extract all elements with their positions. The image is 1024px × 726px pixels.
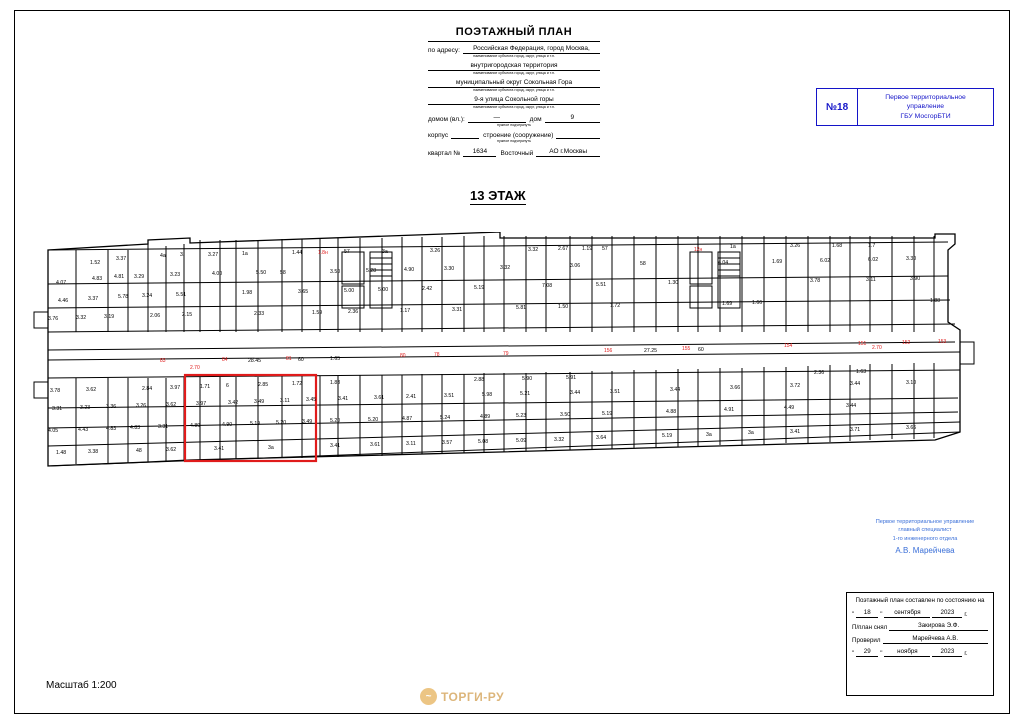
svg-text:5.51: 5.51 [176, 292, 187, 298]
svg-text:2.88: 2.88 [474, 377, 485, 383]
svg-text:1.66: 1.66 [752, 300, 763, 306]
stamp-line-2: управление [906, 103, 945, 111]
svg-text:3.30: 3.30 [906, 256, 917, 262]
svg-text:3.37: 3.37 [116, 256, 127, 262]
address-line2: внутригородская территория [428, 62, 600, 71]
svg-text:1.63: 1.63 [856, 369, 867, 375]
address-label: по адресу: [428, 47, 460, 54]
svg-text:58: 58 [280, 270, 286, 276]
svg-text:2.06: 2.06 [150, 313, 161, 319]
floor-label: 13 ЭТАЖ [470, 188, 526, 203]
svg-text:1.48: 1.48 [56, 450, 67, 456]
svg-text:3.61: 3.61 [370, 442, 381, 448]
svg-text:3.32: 3.32 [76, 315, 87, 321]
svg-text:1a: 1a [242, 251, 248, 257]
svg-text:3.66: 3.66 [730, 385, 741, 391]
quote-close-1: " [880, 611, 883, 619]
svg-text:4.81: 4.81 [114, 274, 125, 280]
svg-text:5.90: 5.90 [522, 376, 533, 382]
svg-text:5.08: 5.08 [478, 439, 489, 445]
checked-value: Марейчева А.В. [883, 635, 989, 644]
svg-text:3.97: 3.97 [170, 385, 181, 391]
address-row [428, 45, 600, 54]
svg-text:3.38: 3.38 [88, 449, 99, 455]
svg-text:4.07: 4.07 [56, 280, 67, 286]
svg-text:2.42: 2.42 [422, 286, 433, 292]
svg-text:1.8н: 1.8н [318, 250, 328, 256]
svg-text:1.19: 1.19 [582, 246, 593, 252]
svg-text:1.30: 1.30 [668, 280, 679, 286]
svg-text:5.24: 5.24 [440, 415, 451, 421]
svg-text:3.29: 3.29 [134, 274, 145, 280]
stamp-number: №18 [817, 89, 858, 125]
svg-text:3.61: 3.61 [374, 395, 385, 401]
address-line4-hint: наименование субъекта город, округ, улица и т.п. [473, 104, 555, 109]
svg-text:3.31: 3.31 [158, 424, 169, 430]
svg-text:60: 60 [698, 347, 704, 353]
svg-text:3a: 3a [268, 445, 274, 451]
svg-text:3.72: 3.72 [790, 383, 801, 389]
year-suffix-1: г. [964, 611, 968, 619]
svg-text:3.45: 3.45 [306, 397, 317, 403]
svg-text:3.44: 3.44 [850, 381, 861, 387]
svg-text:4.91: 4.91 [724, 407, 735, 413]
svg-text:6.02: 6.02 [820, 258, 831, 264]
svg-text:5.09: 5.09 [516, 438, 527, 444]
kvartal-row [428, 148, 600, 157]
taken-by-row [852, 622, 988, 631]
svg-text:3.51: 3.51 [610, 389, 621, 395]
svg-text:4.90: 4.90 [222, 422, 233, 428]
organization-stamp [816, 88, 994, 126]
signature-line-3: 1-го инженерного отдела [892, 535, 958, 542]
svg-text:156: 156 [604, 348, 613, 354]
document-title: ПОЭТАЖНЫЙ ПЛАН [428, 26, 600, 42]
svg-text:78: 78 [434, 352, 440, 358]
svg-text:57: 57 [344, 249, 350, 255]
svg-text:4.83: 4.83 [106, 426, 117, 432]
svg-text:5.00: 5.00 [344, 288, 355, 294]
address-line4: 9-я улица Сокольной горы [428, 96, 600, 105]
svg-text:3.31: 3.31 [452, 307, 463, 313]
svg-text:48: 48 [136, 448, 142, 454]
svg-text:4.04: 4.04 [718, 260, 729, 266]
svg-text:1.44: 1.44 [292, 250, 303, 256]
taken-value: Закирова Э.Ф. [889, 622, 988, 631]
svg-text:2.70: 2.70 [872, 345, 882, 351]
svg-text:1a: 1a [730, 244, 736, 250]
year-2: 2023 [932, 648, 962, 657]
dom-label: дом [529, 115, 542, 123]
checked-by-row [852, 635, 988, 644]
dom-value: 9 [545, 114, 600, 123]
kvartal-value: 1634 [463, 148, 496, 157]
tilde-circle-icon: ~ [420, 688, 437, 705]
day-2: 29 [856, 648, 878, 657]
svg-text:7.08: 7.08 [542, 283, 553, 289]
house-label: домом (вл.): [428, 115, 465, 123]
svg-text:5.00: 5.00 [378, 287, 389, 293]
svg-text:6.02: 6.02 [868, 257, 879, 263]
svg-text:2.36: 2.36 [814, 370, 825, 376]
svg-text:1.59: 1.59 [312, 310, 323, 316]
stamp-line-3: ГБУ МосгорБТИ [900, 112, 951, 120]
svg-text:3.44: 3.44 [570, 390, 581, 396]
stroenie-hint: нужное подчеркнуть [497, 138, 531, 143]
svg-text:3.97: 3.97 [196, 401, 207, 407]
checked-label: Проверил [852, 637, 881, 645]
svg-text:5.20: 5.20 [276, 420, 287, 426]
svg-text:57: 57 [602, 246, 608, 252]
address-hint: наименование субъекта город, округ, улица и т.п. [473, 54, 555, 58]
svg-text:4.89: 4.89 [480, 414, 491, 420]
svg-text:3.11: 3.11 [406, 441, 416, 447]
svg-text:5.50: 5.50 [256, 270, 267, 276]
svg-text:3.50: 3.50 [560, 412, 571, 418]
svg-text:4.00: 4.00 [212, 271, 223, 277]
year-1: 2023 [932, 609, 962, 618]
svg-text:5.20: 5.20 [330, 418, 341, 424]
svg-text:3.30: 3.30 [444, 266, 455, 272]
svg-text:5.19: 5.19 [602, 411, 613, 417]
svg-text:4.87: 4.87 [402, 416, 413, 422]
svg-text:5.98: 5.98 [482, 392, 493, 398]
svg-text:5.19: 5.19 [474, 285, 485, 291]
svg-text:3.41: 3.41 [790, 429, 801, 435]
svg-text:3.71: 3.71 [850, 427, 861, 433]
watermark [420, 688, 504, 705]
svg-text:5.19: 5.19 [250, 421, 261, 427]
svg-text:4.46: 4.46 [58, 298, 69, 304]
svg-text:3a: 3a [748, 430, 754, 436]
stroenie-label: строение (сооружение) [483, 131, 554, 139]
svg-text:1.71: 1.71 [200, 384, 211, 390]
svg-text:4.43: 4.43 [78, 427, 89, 433]
taken-label: П/план снял [852, 624, 888, 632]
svg-text:5.23: 5.23 [516, 413, 527, 419]
svg-text:3.44: 3.44 [846, 403, 857, 409]
svg-text:3.23: 3.23 [80, 405, 91, 411]
svg-text:28.45: 28.45 [248, 358, 261, 364]
svg-text:3.65: 3.65 [298, 289, 309, 295]
house-row [428, 114, 600, 123]
svg-text:3.23: 3.23 [170, 272, 181, 278]
svg-text:5.28: 5.28 [366, 268, 377, 274]
approval-block [846, 592, 994, 696]
month-1: сентября [884, 609, 930, 618]
svg-text:3.19: 3.19 [104, 314, 115, 320]
svg-text:1.69: 1.69 [772, 259, 783, 265]
svg-text:5.19: 5.19 [662, 433, 673, 439]
svg-text:6: 6 [226, 383, 229, 389]
svg-text:3.90: 3.90 [910, 276, 921, 282]
svg-text:2.84: 2.84 [142, 386, 153, 392]
svg-text:3.26: 3.26 [430, 248, 441, 254]
svg-text:1.17: 1.17 [400, 308, 411, 314]
svg-text:2.67: 2.67 [558, 246, 569, 252]
signature-name: А.В. Марейчева [895, 546, 955, 556]
svg-text:5.51: 5.51 [596, 282, 607, 288]
svg-text:3.31: 3.31 [52, 406, 63, 412]
svg-text:3.64: 3.64 [596, 435, 607, 441]
svg-text:81: 81 [286, 356, 292, 362]
svg-text:1.65: 1.65 [330, 356, 341, 362]
svg-text:4.49: 4.49 [784, 405, 795, 411]
house-value: — [468, 114, 526, 123]
svg-text:83: 83 [160, 358, 166, 364]
svg-text:153: 153 [938, 339, 947, 345]
kvartal-label: квартал № [428, 149, 461, 157]
svg-text:4.83: 4.83 [130, 425, 141, 431]
district-label: Восточный [500, 149, 534, 157]
svg-text:1.50: 1.50 [558, 304, 569, 310]
svg-text:4.88: 4.88 [666, 409, 677, 415]
svg-text:58: 58 [640, 261, 646, 267]
korpus-value [451, 137, 479, 139]
approval-date-2 [852, 648, 988, 657]
svg-text:1.98: 1.98 [242, 290, 253, 296]
svg-text:3.49: 3.49 [302, 419, 313, 425]
svg-text:3.66: 3.66 [906, 425, 917, 431]
svg-text:4.90: 4.90 [404, 267, 415, 273]
svg-text:2.85: 2.85 [258, 382, 269, 388]
specialist-signature [855, 518, 995, 557]
stamp-text [858, 89, 993, 125]
signature-line-1: Первое территориальное управление [875, 519, 975, 525]
svg-text:84: 84 [222, 357, 228, 363]
svg-text:3.44: 3.44 [670, 387, 681, 393]
svg-text:3a: 3a [706, 432, 712, 438]
svg-text:3.26: 3.26 [790, 243, 801, 249]
svg-text:80: 80 [400, 353, 406, 359]
quote-close-2: " [880, 650, 883, 658]
svg-text:60: 60 [298, 357, 304, 363]
floor-plan-drawing [30, 232, 982, 482]
svg-text:5.81: 5.81 [516, 305, 527, 311]
svg-text:2.41: 2.41 [406, 394, 417, 400]
signature-line-2: главный специалист [898, 527, 952, 534]
svg-text:27.25: 27.25 [644, 348, 657, 354]
svg-text:3.78: 3.78 [810, 278, 821, 284]
svg-text:1.88: 1.88 [930, 298, 941, 304]
svg-text:3.57: 3.57 [442, 440, 453, 446]
approval-header: Поэтажный план составлен по состоянию на [855, 597, 985, 604]
svg-text:3.62: 3.62 [86, 387, 97, 393]
svg-text:3.42: 3.42 [228, 400, 239, 406]
svg-text:3.76: 3.76 [48, 316, 59, 322]
svg-text:3.41: 3.41 [214, 446, 225, 452]
day-1: 18 [856, 609, 878, 618]
svg-text:152: 152 [902, 340, 911, 346]
svg-text:154: 154 [784, 343, 793, 349]
svg-text:1.72: 1.72 [292, 381, 303, 387]
svg-text:3.32: 3.32 [554, 437, 565, 443]
svg-text:3.10: 3.10 [906, 380, 917, 386]
svg-text:3.11: 3.11 [866, 277, 876, 283]
address-line3-hint: наименование субъекта город, округ, улица и т.п. [473, 87, 555, 92]
month-2: ноября [884, 648, 930, 657]
svg-text:5.78: 5.78 [118, 294, 129, 300]
svg-text:1.68: 1.68 [832, 243, 843, 249]
svg-text:3.51: 3.51 [444, 393, 455, 399]
svg-text:5.91: 5.91 [566, 375, 577, 381]
svg-text:3.50: 3.50 [330, 269, 341, 275]
svg-text:155: 155 [682, 346, 691, 352]
svg-text:1.69: 1.69 [722, 301, 733, 307]
svg-text:3.37: 3.37 [88, 296, 99, 302]
title-block [428, 26, 600, 157]
address-line3: муниципальный округ Сокольная Гора [428, 79, 600, 88]
svg-text:3.49: 3.49 [254, 399, 265, 405]
svg-text:79: 79 [503, 351, 509, 357]
address-value: Российская Федерация, город Москва, [463, 45, 600, 54]
svg-text:3.62: 3.62 [166, 447, 177, 453]
svg-text:3.: 3. [180, 252, 185, 258]
svg-text:3a: 3a [382, 249, 388, 255]
svg-text:3.41: 3.41 [338, 396, 349, 402]
svg-text:1.52: 1.52 [90, 260, 101, 266]
svg-text:3.41: 3.41 [330, 443, 341, 449]
svg-text:1.72: 1.72 [610, 303, 621, 309]
stroenie-value [556, 137, 600, 139]
svg-text:4a: 4a [160, 253, 166, 259]
svg-text:4.83: 4.83 [92, 276, 103, 282]
svg-text:2.70: 2.70 [190, 365, 200, 371]
svg-text:4.89: 4.89 [190, 423, 201, 429]
svg-text:151: 151 [858, 341, 867, 347]
svg-text:2.36: 2.36 [348, 309, 359, 315]
svg-text:12н: 12н [694, 247, 703, 253]
svg-text:2.15: 2.15 [182, 312, 193, 318]
stamp-line-1: Первое территориальное [885, 94, 966, 102]
svg-text:3.36: 3.36 [106, 404, 117, 410]
svg-text:1.83: 1.83 [330, 380, 341, 386]
svg-text:3.32: 3.32 [528, 247, 539, 253]
svg-text:3.32: 3.32 [500, 265, 511, 271]
korpus-row [428, 132, 600, 139]
quote-open-2: " [852, 650, 855, 658]
svg-text:3.26: 3.26 [136, 403, 147, 409]
svg-text:4.05: 4.05 [48, 428, 59, 434]
svg-text:2.33: 2.33 [254, 311, 265, 317]
house-hint: нужное подчеркнуть [497, 122, 531, 127]
svg-text:1.7: 1.7 [868, 243, 876, 249]
scale-label: Масштаб 1:200 [46, 680, 117, 691]
svg-text:3.11: 3.11 [280, 398, 290, 404]
district-value: АО г.Москвы [536, 148, 600, 157]
svg-text:3.78: 3.78 [50, 388, 61, 394]
svg-text:3.62: 3.62 [166, 402, 177, 408]
korpus-label: корпус [428, 131, 449, 139]
svg-text:3.24: 3.24 [142, 293, 153, 299]
watermark-text: ТОРГИ-РУ [441, 689, 505, 704]
svg-text:3.27: 3.27 [208, 252, 219, 258]
address-line2-hint: наименование субъекта город, округ, улица и т.п. [473, 70, 555, 75]
year-suffix-2: г. [964, 650, 968, 658]
svg-text:3.06: 3.06 [570, 263, 581, 269]
svg-text:5.21: 5.21 [520, 391, 531, 397]
quote-open-1: " [852, 611, 855, 619]
approval-date-1 [852, 609, 988, 618]
svg-text:5.20: 5.20 [368, 417, 379, 423]
